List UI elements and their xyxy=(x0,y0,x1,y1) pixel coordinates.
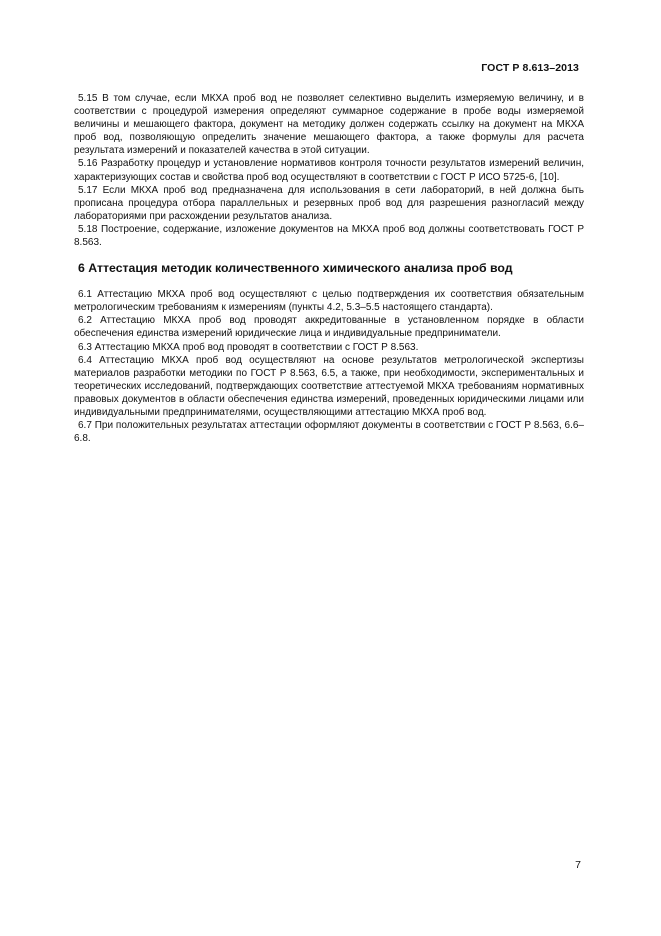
section-6-title: 6 Аттестация методик количественного химического анализа проб вод xyxy=(78,261,513,276)
standard-header: ГОСТ Р 8.613–2013 xyxy=(481,62,579,74)
page-content xyxy=(74,92,584,445)
paragraph-5-16: 5.16 Разработку процедур и установление нормативов контроля точности результатов измерений величин, характеризующих состав и свойства проб вод осуществляют в соответствии с ГОСТ Р ИСО 5725-6, [10]. xyxy=(74,158,584,183)
paragraph-5-15: 5.15 В том случае, если МКХА проб вод не позволяет селективно выделить измеряемую величину, и в соответствии с процедурой измерения определяют суммарное содержание в пробе воды измеряемой величины и мешающего фактора, документ на методику должен содержать ссылку на документ на МКХА проб вод, позволяющую определить значение мешающего фактора, а также формулы для расчета результата измерений и показателей качества в этой ситуации. xyxy=(74,93,584,157)
paragraph-6-3: 6.3 Аттестацию МКХА проб вод проводят в соответствии с ГОСТ Р 8.563. xyxy=(78,341,419,353)
paragraph-5-17: 5.17 Если МКХА проб вод предназначена для использования в сети лабораторий, в ней должна быть прописана процедура отбора параллельных и резервных проб вод для разрешения разногласий между лабораториями при расхождении результатов анализа. xyxy=(74,184,584,222)
paragraph-6-4: 6.4 Аттестацию МКХА проб вод осуществляют на основе результатов метрологической экспертизы материалов разработки методики по ГОСТ Р 8.563, 6.5, а также, при необходимости, экспериментальных и теоретических исследований, подтверждающих соответствие аттестуемой МКХА требованиям нормативных правовых документов в области обеспечения единства измерений, проведенных юридическими лицами или индивидуальными предпринимателями, осуществляющими аттестацию МКХА проб вод. xyxy=(74,354,584,418)
paragraph-6-1: 6.1 Аттестацию МКХА проб вод осуществляют с целью подтверждения их соответствия обязательным метрологическим требованиям к измерениям (пункты 4.2, 5.3–5.5 настоящего стандарта). xyxy=(74,289,584,314)
paragraph-5-18: 5.18 Построение, содержание, изложение документов на МКХА проб вод должны соответствовать ГОСТ Р 8.563. xyxy=(74,223,584,249)
page-number: 7 xyxy=(575,859,581,871)
paragraph-6-7: 6.7 При положительных результатах аттестации оформляют документы в соответствии с ГОСТ Р 8.563, 6.6–6.8. xyxy=(74,420,584,445)
paragraph-6-2: 6.2 Аттестацию МКХА проб вод проводят аккредитованные в установленном порядке в области обеспечения единства измерений юридические лица и индивидуальные предприниматели. xyxy=(74,315,584,340)
